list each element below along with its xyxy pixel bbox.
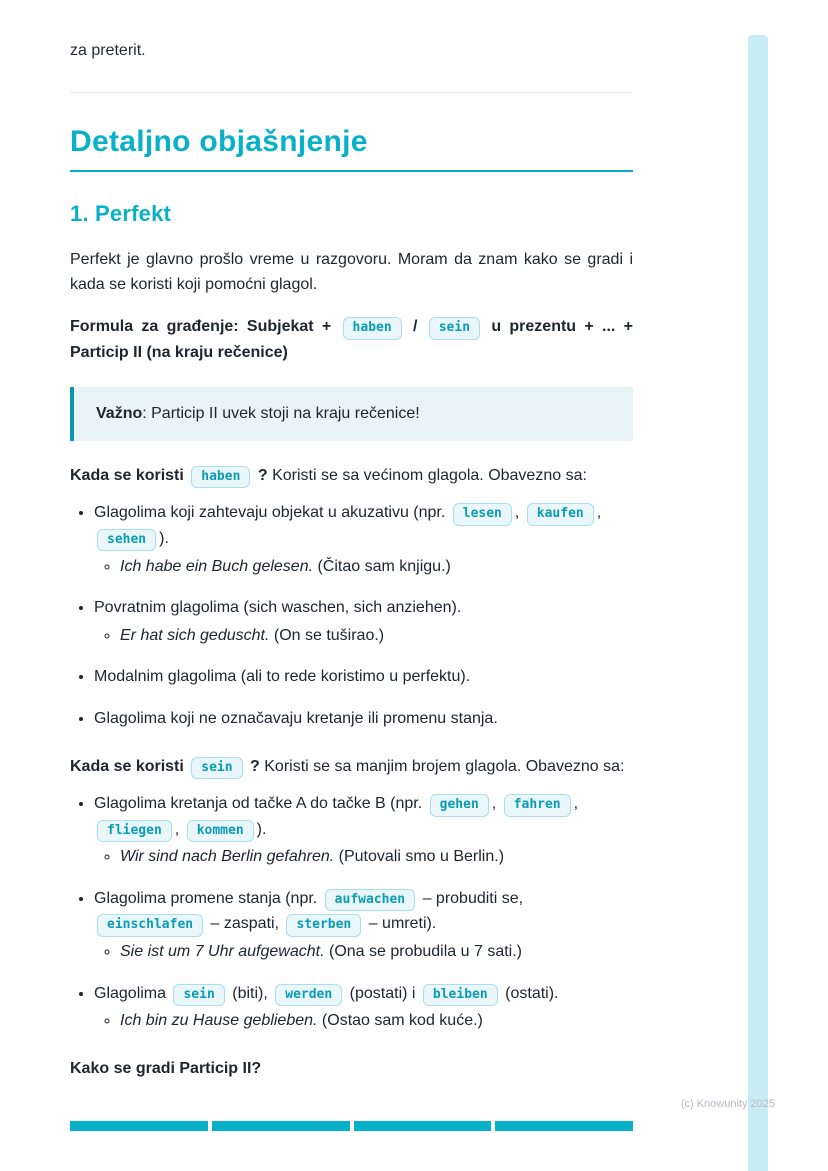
text-segment: Glagolima koji ne označavaju kretanje ili promenu stanja. — [94, 709, 498, 727]
bold-text: ? — [253, 466, 268, 484]
code-chip: sein — [173, 984, 224, 1007]
text-segment: , — [174, 820, 184, 838]
code-chip: sehen — [97, 529, 156, 552]
intro-paragraph: Perfekt je glavno prošlo vreme u razgovoru. Moram da znam kako se gradi i kada se koristi koji pomoćni glagol. — [70, 250, 633, 294]
section-divider — [70, 92, 633, 93]
sub-list — [94, 844, 633, 870]
sub-list-item — [120, 844, 633, 870]
text-segment: Glagolima kretanja od tačke A do tačke B (npr. — [94, 795, 427, 813]
main-heading: Detaljno objašnjenje — [70, 124, 368, 158]
list-item-text — [94, 668, 470, 685]
text-segment: (postati) i — [345, 984, 420, 1002]
sub-list-item — [120, 623, 633, 649]
list-item-text — [94, 599, 461, 616]
sub-list-item — [120, 939, 633, 965]
formula-line — [70, 314, 633, 365]
text-segment: : Particip II uvek stoji na kraju rečenice! — [142, 405, 420, 423]
sub-list — [94, 939, 633, 965]
text-segment: , — [573, 795, 579, 813]
code-chip: einschlafen — [97, 914, 203, 937]
text-segment: (Putovali smo u Berlin.) — [334, 848, 505, 866]
list-item-text — [94, 795, 578, 838]
progress-segment — [495, 1121, 633, 1131]
text-segment: Koristi se sa većinom glagola. Obavezno sa: — [267, 466, 587, 484]
list-item-text — [94, 985, 559, 1002]
code-chip: gehen — [430, 794, 489, 817]
document-content — [70, 0, 633, 1081]
haben-list — [70, 500, 633, 731]
bold-text: ? — [245, 757, 260, 775]
progress-segment — [354, 1121, 492, 1131]
italic-text: Ich habe ein Buch gelesen. — [120, 557, 314, 575]
bold-text: u prezentu + ... + Particip II (na kraju rečenice) — [70, 317, 633, 361]
sein-lead — [70, 754, 633, 780]
code-chip: haben — [343, 317, 402, 340]
intro-fragment: za preterit. — [70, 42, 146, 59]
code-chip: werden — [275, 984, 342, 1007]
code-chip: fahren — [504, 794, 571, 817]
list-item — [94, 706, 633, 732]
text-segment: (On se tuširao.) — [269, 626, 385, 644]
text-segment: (Ona se probudila u 7 sati.) — [324, 943, 522, 961]
bold-text: Važno — [96, 405, 143, 423]
list-item — [94, 886, 633, 965]
code-chip: sterben — [286, 914, 361, 937]
text-segment: Glagolima koji zahtevaju objekat u akuzativu (npr. — [94, 504, 450, 522]
sub-list — [94, 1008, 633, 1034]
code-chip: aufwachen — [325, 889, 415, 912]
list-item — [94, 500, 633, 579]
text-segment: (Čitao sam knjigu.) — [313, 557, 451, 575]
italic-text: Er hat sich geduscht. — [120, 626, 270, 644]
important-callout — [70, 387, 633, 441]
page-edge-strip — [748, 35, 768, 1171]
italic-text: Wir sind nach Berlin gefahren. — [120, 848, 335, 866]
text-segment: Koristi se sa manjim brojem glagola. Obavezno sa: — [259, 757, 625, 775]
sub-list-item — [120, 554, 633, 580]
text-segment: (biti), — [227, 984, 273, 1002]
list-item — [94, 791, 633, 870]
text-segment: ). — [256, 820, 267, 838]
heading-underline — [70, 170, 633, 172]
sub-list — [94, 623, 633, 649]
code-chip: kaufen — [527, 503, 594, 526]
code-chip: lesen — [453, 503, 512, 526]
italic-text: Ich bin zu Hause geblieben. — [120, 1012, 318, 1030]
bold-text: Kada se koristi — [70, 757, 189, 775]
text-segment: – umreti). — [364, 915, 437, 933]
code-chip: bleiben — [423, 984, 498, 1007]
code-chip: kommen — [187, 820, 254, 843]
list-item-text — [94, 890, 523, 933]
code-chip: sein — [429, 317, 480, 340]
text-segment: Modalnim glagolima (ali to rede koristimo u perfektu). — [94, 668, 471, 686]
closing-heading: Kako se gradi Particip II? — [70, 1059, 262, 1077]
text-segment: , — [596, 504, 602, 522]
text-segment: Povratnim glagolima (sich waschen, sich anziehen). — [94, 599, 462, 617]
list-item-text — [94, 710, 498, 727]
sein-list — [70, 791, 633, 1034]
text-segment: ). — [159, 529, 169, 547]
list-item — [94, 664, 633, 690]
text-segment: , — [491, 795, 501, 813]
callout-text — [96, 401, 611, 427]
progress-segment — [70, 1121, 208, 1131]
bold-text: / — [404, 317, 426, 335]
text-segment: – probuditi se, — [418, 889, 524, 907]
haben-lead — [70, 463, 633, 489]
bold-text: Kada se koristi — [70, 466, 189, 484]
section-heading: 1. Perfekt — [70, 200, 172, 226]
italic-text: Sie ist um 7 Uhr aufgewacht. — [120, 943, 325, 961]
list-item — [94, 981, 633, 1034]
code-chip: fliegen — [97, 820, 172, 843]
text-segment: (ostati). — [500, 984, 559, 1002]
bold-text: Formula za građenje: Subjekat + — [70, 317, 340, 335]
text-segment: Glagolima — [94, 984, 171, 1002]
text-segment: Glagolima promene stanja (npr. — [94, 889, 322, 907]
code-chip: sein — [191, 757, 242, 780]
text-segment: – zaspati, — [206, 915, 284, 933]
copyright-credit: (c) Knowunity 2025 — [680, 1098, 775, 1110]
code-chip: haben — [191, 466, 250, 489]
progress-segment — [212, 1121, 350, 1131]
sub-list — [94, 554, 633, 580]
bottom-bar — [70, 1121, 633, 1131]
text-segment: (Ostao sam kod kuće.) — [317, 1012, 483, 1030]
list-item-text — [94, 504, 601, 547]
sub-list-item — [120, 1008, 633, 1034]
text-segment: , — [514, 504, 524, 522]
list-item — [94, 595, 633, 648]
